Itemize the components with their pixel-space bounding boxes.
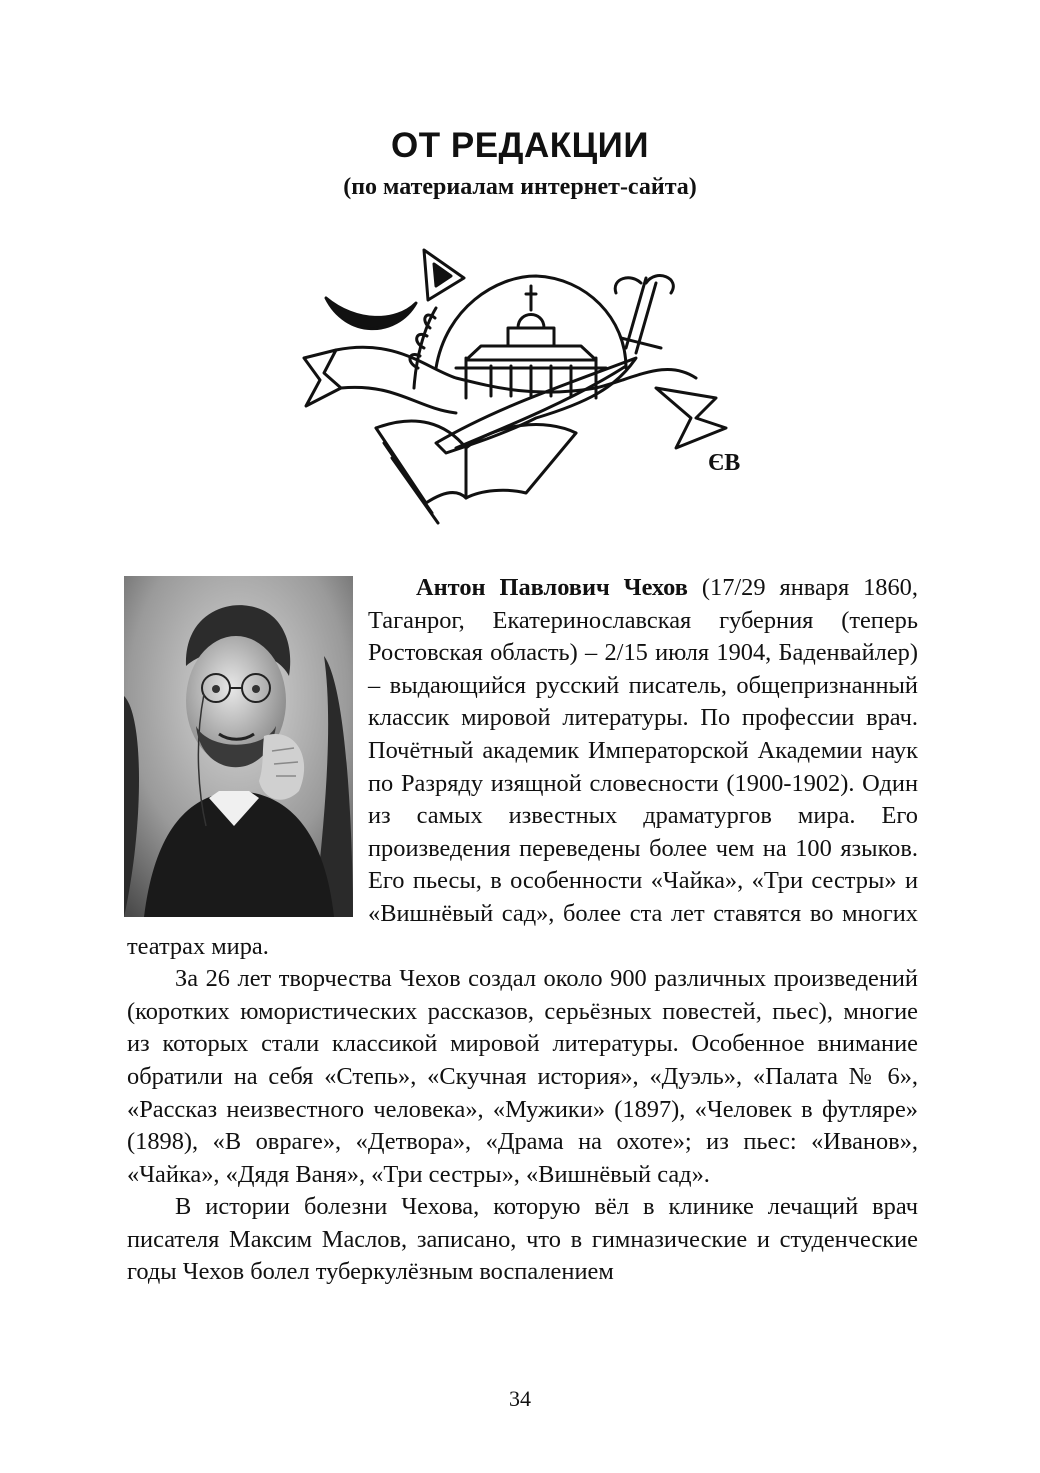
page-subtitle: (по материалам интернет-сайта) <box>343 174 697 200</box>
article-paragraph-2: За 26 лет творчества Чехов создал около 900 различных произведений (коротких юмористических рассказов, серьёзных повестей, пьес), многие из которых стали классикой мировой литературы. Особенное внимание обратили на себя «Степь», «Скучная история», «Дуэль», «Палата № 6», «Рассказ неизвестного человека», «Мужики» (1897), «Человек в футляре» (1898), «В овраге», «Детвора», «Драма на охоте»; из пьес: «Иванов», «Чайка», «Дядя Ваня», «Три сестры», «Вишнёвый сад». <box>127 965 918 1188</box>
page-title: ОТ РЕДАКЦИИ <box>391 126 649 165</box>
article-subject-name: Антон Павлович Чехов <box>416 574 688 601</box>
logo-signature: ЄВ <box>708 450 741 476</box>
article-body <box>127 572 918 1289</box>
page-number: 34 <box>509 1386 531 1411</box>
article-paragraph-3: В истории болезни Чехова, которую вёл в клинике лечащий врач писателя Максим Маслов, записано, что в гимназические и студенческие годы Чехов болел туберкулёзным воспалением <box>127 1193 918 1286</box>
portrait-wrap-space <box>127 572 368 922</box>
article-paragraph-1-text: (17/29 января 1860, Таганрог, Екатеринославская губерния (теперь Ростовская область) – 2/15 июля 1904, Баденвайлер) – выдающийся русский писатель, общепризнанный классик мировой литературы. По профессии врач. Почётный академик Императорской Академии наук по Разряду изящной словесности (1900-1902). Один из самых известных драматургов мира. Его произведения переведены более чем на 100 языков. Его пьесы, в особенности «Чайка», «Три сестры» и «Вишнёвый сад», более ста лет ставятся во многих театрах мира. <box>127 574 918 960</box>
chekhov-theatre-emblem-icon <box>296 238 746 538</box>
